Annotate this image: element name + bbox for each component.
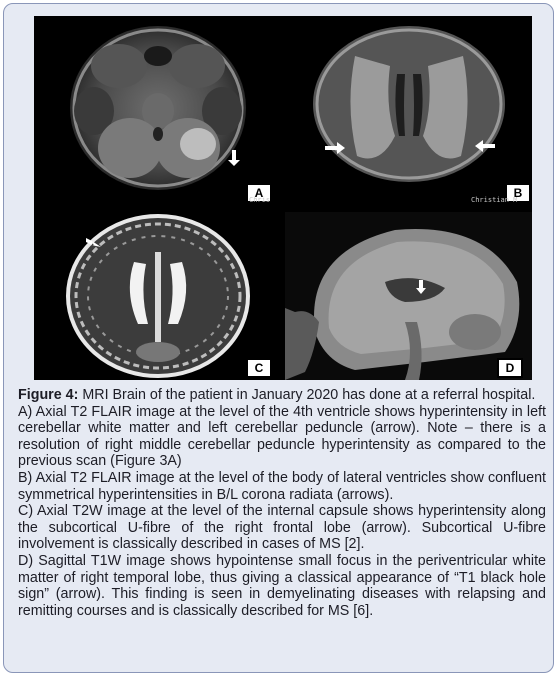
caption-title (18, 387, 546, 404)
mri-panel-c (34, 212, 281, 380)
watermark-b: Christian M (471, 196, 518, 204)
watermark-a: Chris (249, 196, 271, 204)
caption-paragraph-c: C) Axial T2W image at the level of the internal capsule shows hyperintensity along the subcortical U-fibre of the right frontal lobe (arrow). Subcortical U-fibre involvement is classically described in cases of MS [2]. (18, 503, 546, 553)
figure-label: Figure 4: (18, 387, 79, 403)
mri-image-grid (34, 16, 532, 380)
panel-label-d: D (497, 358, 523, 378)
caption-title-text: MRI Brain of the patient in January 2020 has done at a referral hospital. (78, 387, 536, 403)
caption-paragraph-b: B) Axial T2 FLAIR image at the level of the body of lateral ventricles show confluent symmetrical hyperintensities in B/L corona radiata (arrows). (18, 469, 546, 503)
panel-label-a: A (246, 183, 272, 203)
mri-panel-a (34, 16, 281, 206)
figure-container (3, 3, 554, 673)
panel-label-c: C (246, 358, 272, 378)
mri-panel-b (285, 16, 532, 206)
panel-label-b: B (505, 183, 531, 203)
caption-paragraph-d: D) Sagittal T1W image shows hypointense small focus in the periventricular white matter of right temporal lobe, thus giving a classical appearance of “T1 black hole sign” (arrow). This finding is seen in demyelinating diseases with relapsing and remitting courses and is classically described for MS [6]. (18, 552, 546, 619)
caption-paragraph-a: A) Axial T2 FLAIR image at the level of the 4th ventricle shows hyperintensity in left cerebellar white matter and left cerebellar peduncle (arrow). Note – there is a resolution of right middle cerebellar peduncle hyperintensity as compared to the previous scan (Figure 3A) (18, 403, 546, 470)
figure-caption (18, 387, 546, 619)
mri-panel-d (285, 212, 532, 380)
